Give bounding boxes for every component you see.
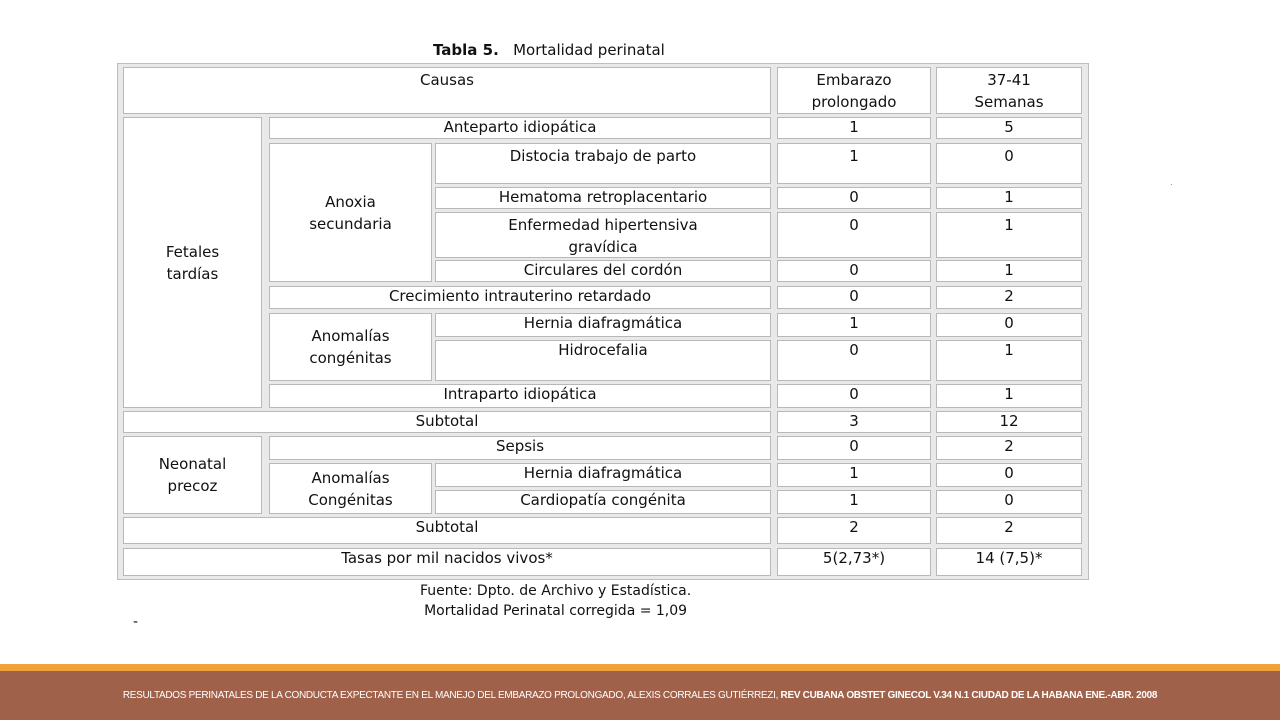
table-number: Tabla 5. xyxy=(433,41,499,59)
source-note: Fuente: Dpto. de Archivo y Estadística. xyxy=(420,583,692,599)
table-cell-prolongado: 3 xyxy=(777,411,931,433)
subtotal-neonatal: Subtotal xyxy=(123,517,771,544)
table-cell-prolongado: 1 xyxy=(777,117,931,139)
table-cell-semanas: 1 xyxy=(936,384,1082,408)
table-cell-prolongado: 1 xyxy=(777,490,931,514)
table-cell-semanas: 2 xyxy=(936,517,1082,544)
table-row-cause: Circulares del cordón xyxy=(435,260,771,282)
table-cell-prolongado: 2 xyxy=(777,517,931,544)
table-cell-semanas: 2 xyxy=(936,286,1082,309)
table-row-cause: Anteparto idiopática xyxy=(269,117,771,139)
table-cell-prolongado: 0 xyxy=(777,212,931,258)
table-row-cause: Hernia diafragmática xyxy=(435,313,771,337)
table-cell-semanas: 2 xyxy=(936,436,1082,460)
table-row-cause: Hematoma retroplacentario xyxy=(435,187,771,209)
table-row-cause: Cardiopatía congénita xyxy=(435,490,771,514)
group-neonatal-precoz: Neonatal precoz xyxy=(123,436,262,514)
table-cell-semanas: 1 xyxy=(936,187,1082,209)
table-title xyxy=(433,41,665,59)
table-row-cause: Distocia trabajo de parto xyxy=(435,143,771,184)
subgroup-anomalias-congenitas: Anomalías congénitas xyxy=(269,313,432,381)
table-row-cause: Sepsis xyxy=(269,436,771,460)
table-row-cause: Enfermedad hipertensiva gravídica xyxy=(435,212,771,258)
table-cell-prolongado: 0 xyxy=(777,187,931,209)
table-cell-prolongado: 0 xyxy=(777,436,931,460)
stray-dot: . xyxy=(1170,178,1173,187)
footer-bar xyxy=(0,671,1280,720)
citation-text xyxy=(123,690,1157,701)
table-cell-semanas: 1 xyxy=(936,340,1082,381)
table-cell-semanas: 5 xyxy=(936,117,1082,139)
table-cell-prolongado: 0 xyxy=(777,384,931,408)
table-cell-semanas: 12 xyxy=(936,411,1082,433)
group-fetales-tardias: Fetales tardías xyxy=(123,117,262,408)
table-cell-semanas: 1 xyxy=(936,260,1082,282)
subgroup-anoxia-secundaria: Anoxia secundaria xyxy=(269,143,432,282)
table-cell-prolongado: 1 xyxy=(777,143,931,184)
header-causas: Causas xyxy=(123,67,771,114)
subgroup-anomalias-congenitas-neonatal: Anomalías Congénitas xyxy=(269,463,432,514)
subtotal-fetales: Subtotal xyxy=(123,411,771,433)
table-row-cause: Intraparto idiopática xyxy=(269,384,771,408)
header-embarazo-prolongado: Embarazo prolongado xyxy=(777,67,931,114)
rates-row-label: Tasas por mil nacidos vivos* xyxy=(123,548,771,576)
citation-regular: RESULTADOS PERINATALES DE LA CONDUCTA EXPECTANTE EN EL MANEJO DEL EMBARAZO PROLONGADO, ALEXIS CORRALES GUTIÉRREZI, xyxy=(122,690,779,701)
table-cell-semanas: 0 xyxy=(936,463,1082,487)
dash-mark: - xyxy=(133,614,139,630)
table-row-cause: Hidrocefalia xyxy=(435,340,771,381)
table-cell-semanas: 0 xyxy=(936,490,1082,514)
corrected-mortality-note: Mortalidad Perinatal corregida = 1,09 xyxy=(424,603,688,619)
table-notes xyxy=(420,581,691,621)
table-cell-prolongado: 0 xyxy=(777,340,931,381)
table-cell-prolongado: 1 xyxy=(777,463,931,487)
table-cell-semanas: 1 xyxy=(936,212,1082,258)
header-37-41-semanas: 37-41 Semanas xyxy=(936,67,1082,114)
table-row-cause: Crecimiento intrauterino retardado xyxy=(269,286,771,309)
table-caption: Mortalidad perinatal xyxy=(513,41,665,59)
table-cell-semanas: 0 xyxy=(936,313,1082,337)
table-cell-semanas: 0 xyxy=(936,143,1082,184)
table-row-cause: Hernia diafragmática xyxy=(435,463,771,487)
table-cell-prolongado: 0 xyxy=(777,286,931,309)
table-cell-prolongado: 0 xyxy=(777,260,931,282)
citation-bold: REV CUBANA OBSTET GINECOL V.34 N.1 CIUDAD DE LA HABANA ENE.-ABR. 2008 xyxy=(778,690,1158,701)
footer-accent-stripe xyxy=(0,664,1280,671)
rates-semanas: 14 (7,5)* xyxy=(936,548,1082,576)
rates-prolongado: 5(2,73*) xyxy=(777,548,931,576)
table-cell-prolongado: 1 xyxy=(777,313,931,337)
